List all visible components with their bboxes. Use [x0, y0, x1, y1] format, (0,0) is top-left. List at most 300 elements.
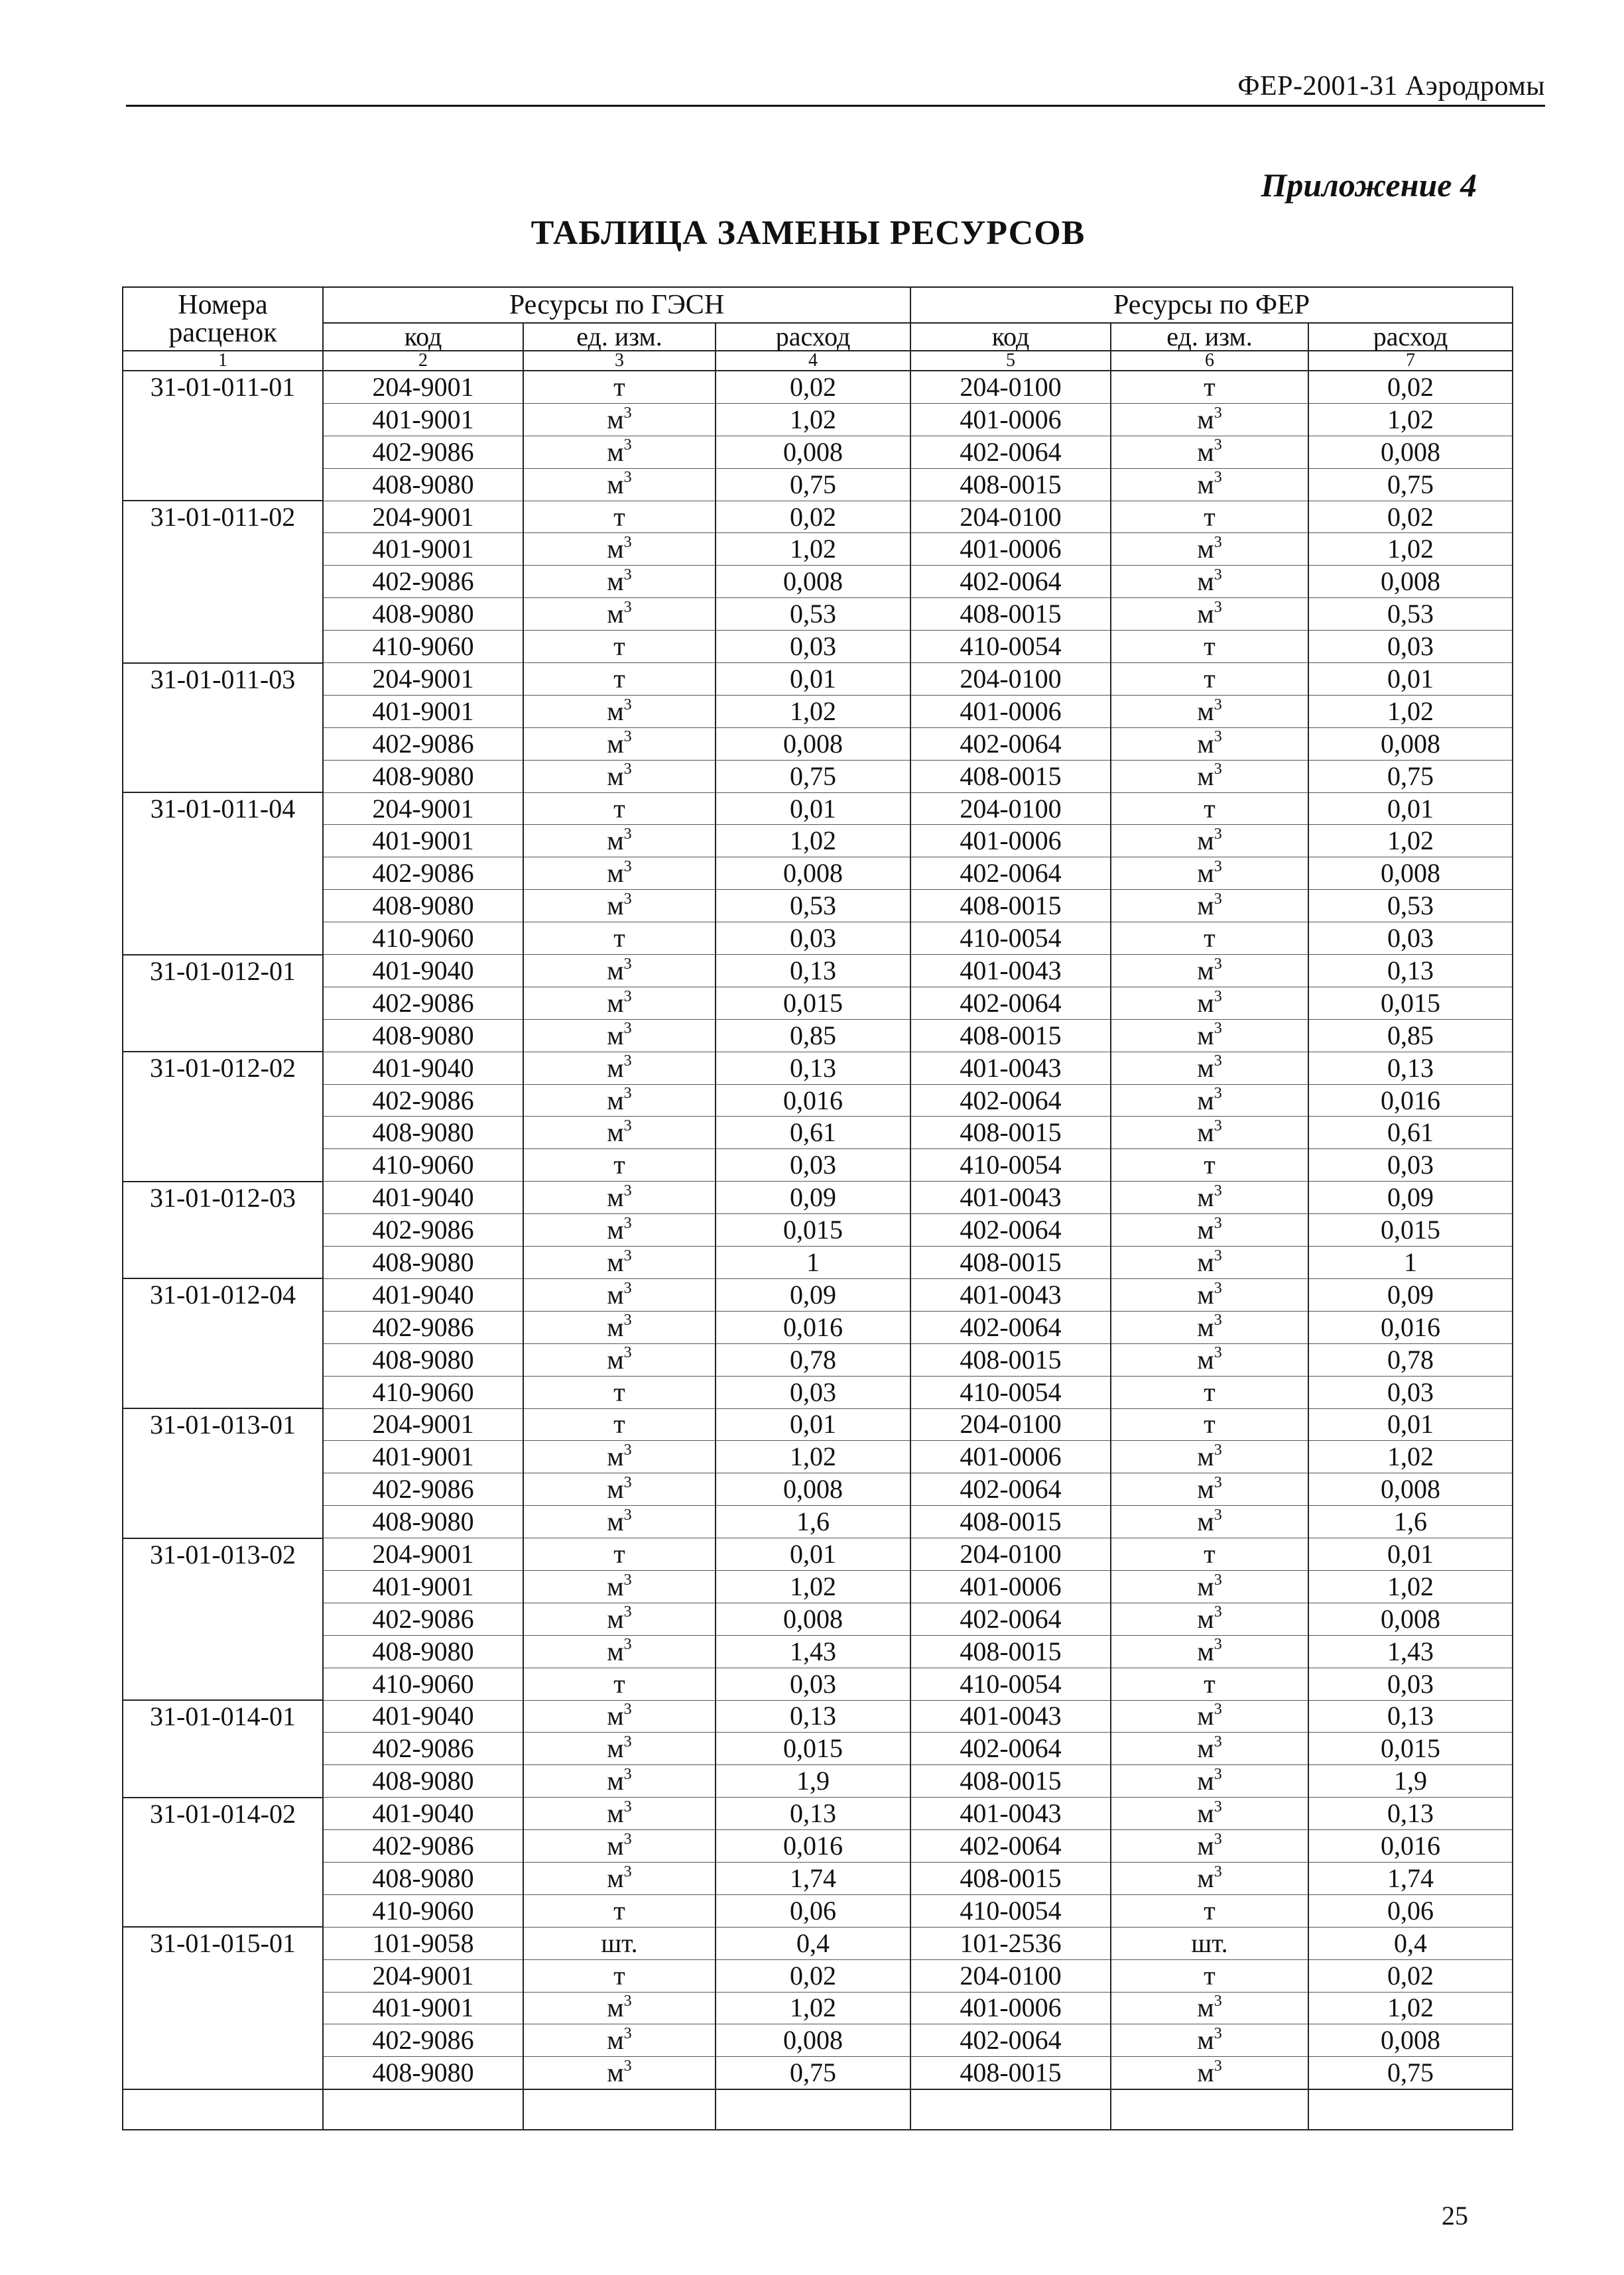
column-number: 5: [910, 351, 1111, 371]
cell-fer-amount: 1,02: [1308, 1992, 1513, 2024]
table-row: [123, 1668, 1513, 1700]
unit-superscript: 3: [623, 1117, 632, 1135]
cell-fer-unit: т: [1111, 371, 1308, 403]
header-fer-unit: ед. изм.: [1111, 323, 1308, 351]
cell-gesn-unit: $м^3$: [523, 890, 716, 922]
cell-fer-code: 401-0043: [910, 1798, 1111, 1830]
rate-number: 31-01-014-02: [123, 1798, 323, 1928]
unit-superscript: 3: [1214, 1863, 1222, 1880]
cell-fer-unit: $м^3$: [1111, 1311, 1308, 1343]
cell-gesn-amount: 1,02: [716, 533, 910, 566]
cell-gesn-code: 101-9058: [323, 1927, 523, 1959]
table-row: [123, 598, 1513, 631]
column-number: 2: [323, 351, 523, 371]
cell-gesn-code: 402-9086: [323, 1473, 523, 1506]
cell-fer-code: 408-0015: [910, 1635, 1111, 1668]
header-fer-group: Ресурсы по ФЕР: [910, 287, 1513, 323]
unit-superscript: 3: [623, 826, 632, 843]
cell-fer-amount: 1,02: [1308, 1570, 1513, 1603]
cell-gesn-amount: 0,008: [716, 566, 910, 598]
table-row: [123, 1117, 1513, 1149]
empty-cell: [716, 2089, 910, 2130]
cell-gesn-amount: 0,015: [716, 1214, 910, 1247]
cell-fer-amount: 0,008: [1308, 857, 1513, 890]
table-row: [123, 987, 1513, 1019]
cell-fer-amount: 1,6: [1308, 1506, 1513, 1538]
cell-fer-unit: т: [1111, 792, 1308, 825]
unit-superscript: 3: [1214, 1247, 1222, 1264]
unit-superscript: 3: [1214, 1344, 1222, 1362]
table-row: [123, 1084, 1513, 1117]
cell-gesn-unit: $м^3$: [523, 2024, 716, 2057]
cell-gesn-amount: 0,008: [716, 2024, 910, 2057]
cell-fer-code: 402-0064: [910, 1603, 1111, 1635]
cell-fer-amount: 1,02: [1308, 403, 1513, 436]
table-row: [123, 1570, 1513, 1603]
table-row: [123, 1052, 1513, 1084]
cell-gesn-unit: $м^3$: [523, 1830, 716, 1863]
cell-fer-code: 410-0054: [910, 1149, 1111, 1182]
unit-superscript: 3: [1214, 1830, 1222, 1848]
cell-gesn-amount: 1: [716, 1247, 910, 1279]
cell-gesn-unit: $м^3$: [523, 436, 716, 468]
unit-superscript: 3: [623, 1473, 632, 1491]
cell-fer-unit: $м^3$: [1111, 1862, 1308, 1894]
cell-gesn-code: 401-9001: [323, 403, 523, 436]
unit-superscript: 3: [1214, 1312, 1222, 1329]
table-row: [123, 1311, 1513, 1343]
cell-fer-unit: $м^3$: [1111, 1182, 1308, 1214]
cell-fer-unit: $м^3$: [1111, 1052, 1308, 1084]
rate-number: 31-01-012-01: [123, 955, 323, 1052]
cell-gesn-unit: $м^3$: [523, 1019, 716, 1052]
unit-superscript: 3: [623, 1182, 632, 1199]
cell-gesn-unit: $м^3$: [523, 857, 716, 890]
cell-fer-unit: $м^3$: [1111, 857, 1308, 890]
rate-number: 31-01-011-02: [123, 501, 323, 662]
cell-gesn-amount: 0,78: [716, 1343, 910, 1376]
unit-superscript: 3: [1214, 1473, 1222, 1491]
cell-gesn-amount: 0,03: [716, 1668, 910, 1700]
cell-gesn-unit: т: [523, 792, 716, 825]
cell-fer-unit: $м^3$: [1111, 955, 1308, 987]
cell-fer-unit: $м^3$: [1111, 566, 1308, 598]
cell-gesn-unit: шт.: [523, 1927, 716, 1959]
cell-fer-amount: 1: [1308, 1247, 1513, 1279]
cell-fer-amount: 0,01: [1308, 1408, 1513, 1441]
cell-fer-code: 401-0043: [910, 1278, 1111, 1311]
table-row: [123, 857, 1513, 890]
cell-gesn-code: 410-9060: [323, 1894, 523, 1927]
column-number: 4: [716, 351, 910, 371]
cell-gesn-code: 402-9086: [323, 436, 523, 468]
running-header: [126, 46, 1545, 107]
unit-superscript: 3: [1214, 2025, 1222, 2043]
unit-superscript: 3: [623, 987, 632, 1005]
cell-gesn-code: 408-9080: [323, 468, 523, 501]
unit-superscript: 3: [1214, 1020, 1222, 1038]
cell-fer-unit: $м^3$: [1111, 1798, 1308, 1830]
unit-superscript: 3: [623, 1603, 632, 1621]
cell-fer-unit: $м^3$: [1111, 1635, 1308, 1668]
cell-fer-amount: 0,01: [1308, 663, 1513, 696]
column-number: 3: [523, 351, 716, 371]
cell-gesn-amount: 0,13: [716, 1052, 910, 1084]
cell-fer-code: 401-0006: [910, 1441, 1111, 1473]
table-row: [123, 1343, 1513, 1376]
unit-superscript: 3: [1214, 696, 1222, 713]
cell-gesn-unit: т: [523, 1376, 716, 1408]
cell-gesn-amount: 0,02: [716, 1959, 910, 1992]
cell-gesn-code: 401-9001: [323, 825, 523, 857]
cell-gesn-code: 408-9080: [323, 1117, 523, 1149]
cell-gesn-amount: 1,9: [716, 1765, 910, 1798]
cell-gesn-code: 401-9040: [323, 1278, 523, 1311]
unit-superscript: 3: [623, 1052, 632, 1070]
cell-gesn-unit: $м^3$: [523, 1117, 716, 1149]
cell-fer-unit: т: [1111, 922, 1308, 955]
cell-gesn-unit: $м^3$: [523, 1247, 716, 1279]
page-title-text: ТАБЛИЦА ЗАМЕНЫ РЕСУРСОВ: [531, 214, 1086, 252]
cell-fer-unit: $м^3$: [1111, 1247, 1308, 1279]
cell-fer-amount: 1,02: [1308, 533, 1513, 566]
cell-fer-unit: $м^3$: [1111, 695, 1308, 727]
cell-gesn-code: 401-9040: [323, 1798, 523, 1830]
cell-gesn-code: 408-9080: [323, 1862, 523, 1894]
unit-superscript: 3: [1214, 955, 1222, 973]
cell-fer-amount: 0,13: [1308, 1700, 1513, 1733]
rate-number: 31-01-012-02: [123, 1052, 323, 1182]
cell-fer-amount: 1,9: [1308, 1765, 1513, 1798]
unit-superscript: 3: [623, 955, 632, 973]
cell-fer-amount: 0,03: [1308, 631, 1513, 663]
cell-fer-code: 401-0006: [910, 695, 1111, 727]
cell-gesn-code: 402-9086: [323, 1603, 523, 1635]
cell-gesn-amount: 0,85: [716, 1019, 910, 1052]
cell-fer-code: 408-0015: [910, 1765, 1111, 1798]
cell-gesn-unit: $м^3$: [523, 1311, 716, 1343]
table-row: [123, 1927, 1513, 1959]
cell-gesn-code: 402-9086: [323, 1733, 523, 1765]
cell-gesn-code: 408-9080: [323, 2057, 523, 2089]
cell-gesn-amount: 0,61: [716, 1117, 910, 1149]
table-row: [123, 1408, 1513, 1441]
cell-fer-code: 402-0064: [910, 1830, 1111, 1863]
cell-fer-unit: $м^3$: [1111, 1278, 1308, 1311]
cell-fer-code: 401-0006: [910, 403, 1111, 436]
cell-gesn-amount: 1,43: [716, 1635, 910, 1668]
cell-gesn-code: 401-9001: [323, 1570, 523, 1603]
cell-gesn-amount: 0,01: [716, 663, 910, 696]
cell-gesn-code: 401-9040: [323, 1700, 523, 1733]
cell-fer-amount: 0,03: [1308, 922, 1513, 955]
empty-cell: [123, 2089, 323, 2130]
cell-gesn-unit: т: [523, 922, 716, 955]
cell-fer-amount: 1,74: [1308, 1862, 1513, 1894]
cell-fer-amount: 0,015: [1308, 1733, 1513, 1765]
cell-fer-code: 402-0064: [910, 566, 1111, 598]
cell-gesn-code: 402-9086: [323, 2024, 523, 2057]
cell-gesn-code: 408-9080: [323, 1506, 523, 1538]
unit-superscript: 3: [1214, 1085, 1222, 1103]
rate-number: 31-01-013-02: [123, 1538, 323, 1700]
unit-superscript: 3: [623, 404, 632, 422]
cell-gesn-code: 402-9086: [323, 566, 523, 598]
cell-fer-unit: $м^3$: [1111, 403, 1308, 436]
table-row: [123, 695, 1513, 727]
unit-superscript: 3: [623, 1765, 632, 1783]
cell-fer-code: 204-0100: [910, 1408, 1111, 1441]
cell-gesn-code: 410-9060: [323, 922, 523, 955]
resource-replacement-table: [122, 286, 1513, 2130]
unit-superscript: 3: [623, 1506, 632, 1524]
cell-fer-amount: 1,02: [1308, 695, 1513, 727]
cell-gesn-unit: $м^3$: [523, 1506, 716, 1538]
cell-fer-code: 204-0100: [910, 371, 1111, 403]
cell-gesn-unit: $м^3$: [523, 1992, 716, 2024]
table-row: [123, 727, 1513, 760]
cell-gesn-unit: $м^3$: [523, 1733, 716, 1765]
cell-fer-amount: 0,75: [1308, 2057, 1513, 2089]
unit-superscript: 3: [1214, 987, 1222, 1005]
unit-superscript: 3: [623, 1993, 632, 2010]
unit-superscript: 3: [623, 1442, 632, 1459]
unit-superscript: 3: [623, 1247, 632, 1264]
cell-gesn-code: 401-9001: [323, 1992, 523, 2024]
unit-superscript: 3: [623, 1344, 632, 1362]
cell-fer-code: 408-0015: [910, 760, 1111, 792]
cell-fer-amount: 0,015: [1308, 987, 1513, 1019]
cell-gesn-unit: $м^3$: [523, 955, 716, 987]
table-row: [123, 2024, 1513, 2057]
cell-fer-code: 204-0100: [910, 501, 1111, 533]
cell-fer-amount: 0,008: [1308, 1473, 1513, 1506]
cell-gesn-code: 401-9040: [323, 1182, 523, 1214]
cell-fer-code: 408-0015: [910, 1117, 1111, 1149]
cell-gesn-code: 402-9086: [323, 1830, 523, 1863]
unit-superscript: 3: [1214, 2057, 1222, 2075]
cell-fer-amount: 0,01: [1308, 792, 1513, 825]
cell-fer-amount: 0,13: [1308, 955, 1513, 987]
cell-fer-unit: $м^3$: [1111, 727, 1308, 760]
cell-gesn-amount: 0,03: [716, 1376, 910, 1408]
cell-gesn-code: 204-9001: [323, 792, 523, 825]
cell-gesn-unit: $м^3$: [523, 1214, 716, 1247]
unit-superscript: 3: [623, 1798, 632, 1815]
cell-fer-unit: т: [1111, 1959, 1308, 1992]
unit-superscript: 3: [1214, 1603, 1222, 1621]
table-row: [123, 890, 1513, 922]
cell-fer-code: 402-0064: [910, 1733, 1111, 1765]
cell-gesn-amount: 0,75: [716, 760, 910, 792]
cell-fer-amount: 0,016: [1308, 1084, 1513, 1117]
cell-gesn-amount: 0,008: [716, 436, 910, 468]
cell-gesn-amount: 0,01: [716, 792, 910, 825]
cell-gesn-unit: $м^3$: [523, 598, 716, 631]
cell-fer-code: 204-0100: [910, 1959, 1111, 1992]
table-row: [123, 1214, 1513, 1247]
table-row: [123, 1992, 1513, 2024]
cell-fer-code: 402-0064: [910, 1473, 1111, 1506]
table-row: [123, 1538, 1513, 1571]
table-row: [123, 1182, 1513, 1214]
cell-gesn-code: 408-9080: [323, 1247, 523, 1279]
table-row: [123, 2057, 1513, 2089]
cell-fer-unit: $м^3$: [1111, 890, 1308, 922]
table-row: [123, 1506, 1513, 1538]
rate-number: 31-01-011-01: [123, 371, 323, 501]
cell-gesn-code: 408-9080: [323, 890, 523, 922]
cell-fer-amount: 0,61: [1308, 1117, 1513, 1149]
cell-gesn-amount: 0,53: [716, 890, 910, 922]
empty-cell: [1308, 2089, 1513, 2130]
cell-fer-unit: т: [1111, 631, 1308, 663]
cell-fer-code: 410-0054: [910, 922, 1111, 955]
unit-superscript: 3: [1214, 1279, 1222, 1297]
table-row: [123, 371, 1513, 403]
table-row: [123, 1376, 1513, 1408]
unit-superscript: 3: [623, 598, 632, 616]
table-row: [123, 1278, 1513, 1311]
cell-fer-code: 402-0064: [910, 2024, 1111, 2057]
cell-fer-code: 402-0064: [910, 727, 1111, 760]
cell-fer-amount: 0,015: [1308, 1214, 1513, 1247]
cell-gesn-unit: $м^3$: [523, 1182, 716, 1214]
cell-gesn-amount: 1,02: [716, 1992, 910, 2024]
cell-gesn-amount: 0,03: [716, 922, 910, 955]
table-row: [123, 1635, 1513, 1668]
cell-gesn-amount: 0,09: [716, 1278, 910, 1311]
unit-superscript: 3: [1214, 1636, 1222, 1654]
cell-gesn-code: 410-9060: [323, 1376, 523, 1408]
cell-fer-unit: $м^3$: [1111, 1765, 1308, 1798]
cell-gesn-amount: 0,015: [716, 1733, 910, 1765]
cell-fer-code: 408-0015: [910, 598, 1111, 631]
cell-gesn-unit: т: [523, 1408, 716, 1441]
cell-fer-amount: 0,016: [1308, 1830, 1513, 1863]
table-row: [123, 631, 1513, 663]
rate-number: 31-01-011-04: [123, 792, 323, 954]
cell-gesn-amount: 0,01: [716, 1408, 910, 1441]
unit-superscript: 3: [1214, 1765, 1222, 1783]
cell-fer-unit: $м^3$: [1111, 2057, 1308, 2089]
cell-fer-code: 101-2536: [910, 1927, 1111, 1959]
unit-superscript: 3: [623, 534, 632, 552]
rate-number: 31-01-012-03: [123, 1182, 323, 1279]
table-row: [123, 566, 1513, 598]
table-row-empty: [123, 2089, 1513, 2130]
unit-superscript: 3: [623, 1863, 632, 1880]
rate-number: 31-01-012-04: [123, 1278, 323, 1408]
table-row: [123, 922, 1513, 955]
table-row: [123, 1441, 1513, 1473]
table-row: [123, 468, 1513, 501]
unit-superscript: 3: [623, 1830, 632, 1848]
column-number: 7: [1308, 351, 1513, 371]
cell-gesn-code: 401-9001: [323, 695, 523, 727]
cell-fer-unit: $м^3$: [1111, 1830, 1308, 1863]
cell-gesn-code: 402-9086: [323, 1214, 523, 1247]
cell-gesn-amount: 0,03: [716, 631, 910, 663]
cell-gesn-unit: $м^3$: [523, 1052, 716, 1084]
table-row: [123, 1603, 1513, 1635]
table-row: [123, 1473, 1513, 1506]
unit-superscript: 3: [1214, 598, 1222, 616]
cell-gesn-code: 408-9080: [323, 1765, 523, 1798]
cell-fer-unit: $м^3$: [1111, 1343, 1308, 1376]
cell-gesn-unit: $м^3$: [523, 1570, 716, 1603]
unit-superscript: 3: [623, 1214, 632, 1232]
rate-number: 31-01-014-01: [123, 1700, 323, 1798]
cell-fer-unit: т: [1111, 663, 1308, 696]
column-number: 6: [1111, 351, 1308, 371]
cell-fer-amount: 0,53: [1308, 598, 1513, 631]
cell-gesn-code: 408-9080: [323, 1635, 523, 1668]
cell-gesn-code: 408-9080: [323, 760, 523, 792]
cell-gesn-amount: 0,016: [716, 1830, 910, 1863]
cell-gesn-code: 402-9086: [323, 1084, 523, 1117]
cell-fer-amount: 0,13: [1308, 1798, 1513, 1830]
cell-fer-amount: 0,016: [1308, 1311, 1513, 1343]
cell-fer-unit: шт.: [1111, 1927, 1308, 1959]
unit-superscript: 3: [1214, 857, 1222, 875]
cell-gesn-amount: 0,016: [716, 1084, 910, 1117]
cell-gesn-unit: $м^3$: [523, 727, 716, 760]
table-body: [123, 371, 1513, 2130]
cell-gesn-unit: т: [523, 1149, 716, 1182]
appendix-label: Приложение 4: [1261, 166, 1477, 204]
unit-superscript: 3: [623, 566, 632, 584]
cell-fer-code: 402-0064: [910, 1214, 1111, 1247]
cell-fer-amount: 0,01: [1308, 1538, 1513, 1571]
cell-gesn-amount: 0,008: [716, 1473, 910, 1506]
cell-gesn-unit: $м^3$: [523, 533, 716, 566]
cell-fer-unit: $м^3$: [1111, 598, 1308, 631]
cell-fer-code: 402-0064: [910, 857, 1111, 890]
cell-fer-amount: 1,02: [1308, 825, 1513, 857]
cell-gesn-code: 401-9001: [323, 1441, 523, 1473]
cell-fer-amount: 0,03: [1308, 1149, 1513, 1182]
cell-fer-unit: т: [1111, 1408, 1308, 1441]
cell-gesn-code: 204-9001: [323, 1959, 523, 1992]
cell-gesn-unit: т: [523, 1894, 716, 1927]
cell-gesn-code: 204-9001: [323, 663, 523, 696]
cell-gesn-code: 204-9001: [323, 1538, 523, 1571]
cell-fer-amount: 0,008: [1308, 566, 1513, 598]
cell-fer-code: 408-0015: [910, 468, 1111, 501]
cell-fer-code: 408-0015: [910, 1862, 1111, 1894]
cell-gesn-amount: 0,015: [716, 987, 910, 1019]
cell-fer-amount: 0,53: [1308, 890, 1513, 922]
cell-gesn-code: 204-9001: [323, 371, 523, 403]
cell-fer-amount: 0,03: [1308, 1376, 1513, 1408]
cell-gesn-unit: т: [523, 1959, 716, 1992]
cell-fer-amount: 0,02: [1308, 1959, 1513, 1992]
cell-gesn-code: 204-9001: [323, 1408, 523, 1441]
cell-fer-amount: 0,13: [1308, 1052, 1513, 1084]
unit-superscript: 3: [1214, 436, 1222, 454]
unit-superscript: 3: [623, 2025, 632, 2043]
cell-fer-amount: 0,4: [1308, 1927, 1513, 1959]
cell-fer-amount: 0,85: [1308, 1019, 1513, 1052]
table-row: [123, 1959, 1513, 1992]
cell-fer-unit: $м^3$: [1111, 760, 1308, 792]
cell-fer-unit: $м^3$: [1111, 2024, 1308, 2057]
cell-gesn-unit: т: [523, 501, 716, 533]
unit-superscript: 3: [1214, 566, 1222, 584]
cell-fer-amount: 0,06: [1308, 1894, 1513, 1927]
cell-gesn-unit: $м^3$: [523, 760, 716, 792]
